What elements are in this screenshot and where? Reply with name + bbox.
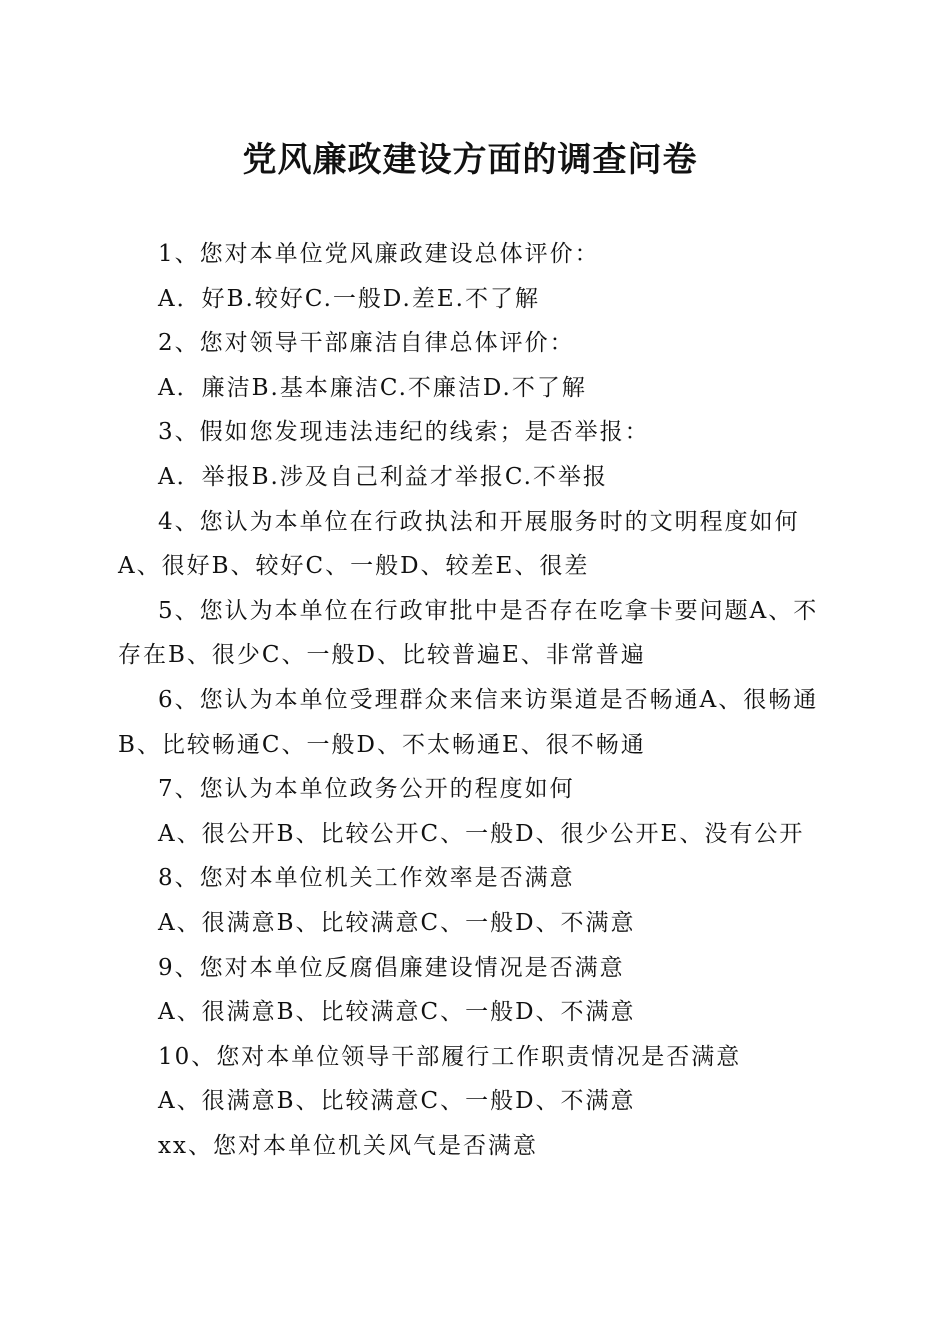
question-9-options: A、很满意B、比较满意C、一般D、不满意 (158, 999, 636, 1026)
question-2: 2、您对领导干部廉洁自律总体评价： (158, 330, 575, 357)
question-8-options: A、很满意B、比较满意C、一般D、不满意 (158, 909, 636, 936)
question-11: xx、您对本单位机关风气是否满意 (158, 1132, 538, 1159)
question-6: 6、您认为本单位受理群众来信来访渠道是否畅通A、很畅通B、比较畅通C、一般D、不太畅通E、很不畅通 (118, 686, 819, 758)
question-10-options: A、很满意B、比较满意C、一般D、不满意 (158, 1088, 636, 1115)
document-title: 党风廉政建设方面的调查问卷 (242, 140, 698, 180)
question-7: 7、您认为本单位政务公开的程度如何 (158, 776, 575, 803)
question-5: 5、您认为本单位在行政审批中是否存在吃拿卡要问题A、不存在B、很少C、一般D、比较普遍E、非常普遍 (118, 597, 819, 669)
question-10: 10、您对本单位领导干部履行工作职责情况是否满意 (158, 1043, 742, 1070)
question-4: 4、您认为本单位在行政执法和开展服务时的文明程度如何A、很好B、较好C、一般D、较差E、很差 (118, 508, 800, 580)
question-1-options: A．好B.较好C.一般D.差E.不了解 (158, 285, 540, 312)
question-1: 1、您对本单位党风廉政建设总体评价： (158, 241, 600, 267)
question-8: 8、您对本单位机关工作效率是否满意 (158, 865, 575, 892)
question-9: 9、您对本单位反腐倡廉建设情况是否满意 (158, 954, 625, 981)
question-7-options: A、很公开B、比较公开C、一般D、很少公开E、没有公开 (158, 820, 805, 847)
question-3-options: A．举报B.涉及自己利益才举报C.不举报 (158, 463, 608, 490)
questionnaire-body (118, 232, 830, 1168)
question-2-options: A．廉洁B.基本廉洁C.不廉洁D.不了解 (158, 374, 587, 401)
question-3: 3、假如您发现违法违纪的线索；是否举报： (158, 419, 650, 446)
